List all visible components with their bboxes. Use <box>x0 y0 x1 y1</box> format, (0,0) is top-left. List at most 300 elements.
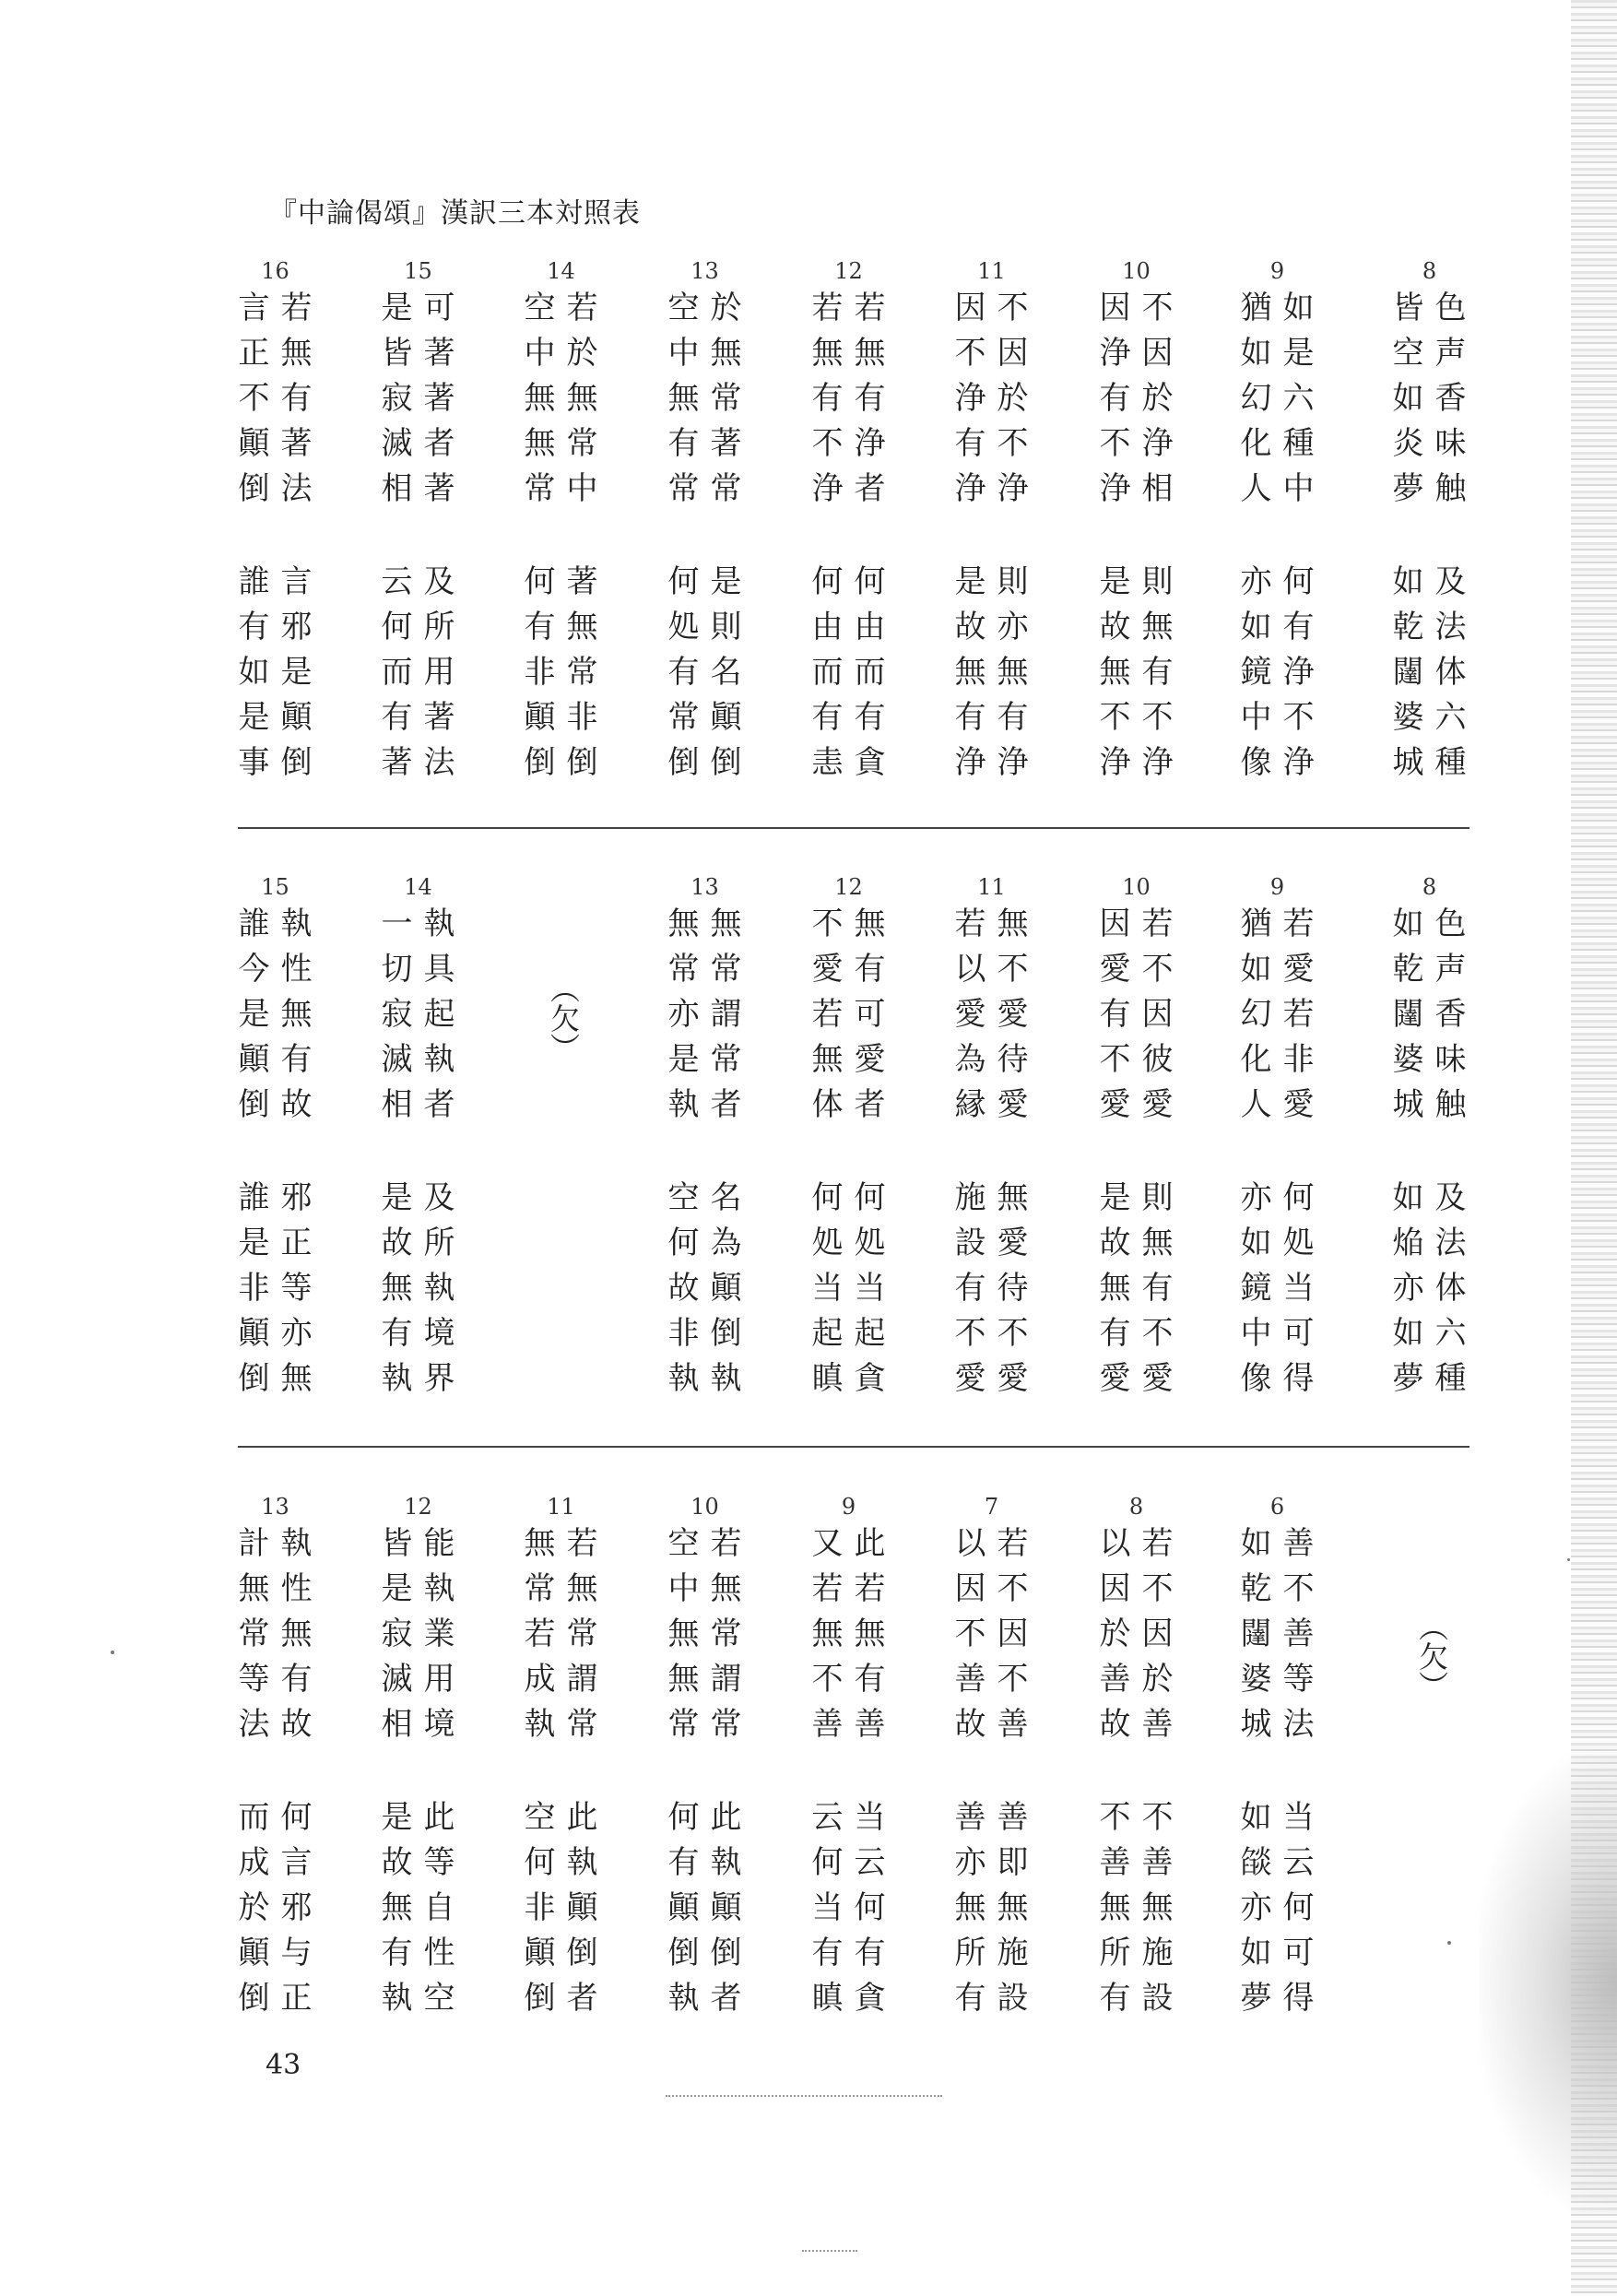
verse-line: 顚著 <box>238 425 324 462</box>
verse-line: 愛愛 <box>1099 1360 1185 1397</box>
verse-line: 常無 <box>524 1570 609 1607</box>
verse-column <box>796 1492 902 2021</box>
verse-line: 故等 <box>381 1844 466 1881</box>
verse-line: 執常 <box>524 1706 609 1743</box>
verse-line: 浄浄 <box>954 744 1040 781</box>
scan-speck <box>1567 1558 1570 1561</box>
verse-line: 無性 <box>238 1570 324 1607</box>
verse-line: 有無 <box>524 609 609 645</box>
verse-line: 処処 <box>811 1225 897 1261</box>
verse-line: 寂著 <box>381 380 466 417</box>
verse-line: 是正 <box>238 1225 324 1261</box>
verse-line: 今性 <box>238 951 324 988</box>
verse-line: 又此 <box>811 1525 897 1562</box>
section-divider <box>238 827 1469 829</box>
verse-line: 顚有 <box>238 1041 324 1078</box>
verse-line: 人愛 <box>1240 1086 1326 1123</box>
verse-line: 善於 <box>1099 1661 1185 1698</box>
verse-line: 云当 <box>811 1799 897 1836</box>
verse-line: 有境 <box>381 1315 466 1352</box>
verse-line: 常常 <box>667 470 753 507</box>
verse-line: 有不 <box>1099 1315 1185 1352</box>
verse-line: 正無 <box>238 335 324 372</box>
verse-line: 倒倒 <box>667 744 753 781</box>
verse-number: 14 <box>547 258 575 284</box>
verse-line: 倒正 <box>238 1980 324 2017</box>
verse-line: 如当 <box>1240 1799 1326 1836</box>
verse-line: 成言 <box>238 1844 324 1881</box>
verse-line: 像得 <box>1240 1360 1326 1397</box>
verse-number: 9 <box>1269 874 1285 900</box>
verse-line: 皆色 <box>1392 290 1478 326</box>
verse-line: 無愛 <box>811 1041 897 1078</box>
verse-line: 何為 <box>667 1225 753 1261</box>
verse-column <box>222 256 328 786</box>
verse-line: 無若 <box>524 1525 609 1562</box>
verse-line: 皆著 <box>381 335 466 372</box>
verse-line: 因不 <box>954 1570 1040 1607</box>
verse-line: 無無 <box>524 380 609 417</box>
verse-line: 以若 <box>1099 1525 1185 1562</box>
verse-line: 以若 <box>954 1525 1040 1562</box>
verse-number: 9 <box>841 1494 856 1520</box>
verse-line: 無無 <box>811 1615 897 1652</box>
verse-line: 倒無 <box>238 1360 324 1397</box>
verse-line: 不彼 <box>1099 1041 1185 1078</box>
verse-column <box>652 1492 758 2021</box>
verse-line: 故無 <box>1099 1225 1185 1261</box>
verse-line: 無無 <box>667 905 753 942</box>
verse-line: 為待 <box>954 1041 1040 1078</box>
verse-line: 中無 <box>667 335 753 372</box>
verse-line: 空若 <box>524 290 609 326</box>
verse-line: 善善 <box>954 1799 1040 1836</box>
verse-line: 有有 <box>954 699 1040 736</box>
verse-line: 善善 <box>1099 1844 1185 1881</box>
verse-column <box>365 872 471 1402</box>
verse-line: 瞋貪 <box>811 1980 897 2017</box>
verse-number: 11 <box>547 1494 575 1520</box>
verse-line: 何何 <box>811 1179 897 1216</box>
verse-line: 故所 <box>381 1225 466 1261</box>
verse-line: 中不 <box>1240 699 1326 736</box>
verse-line: 切具 <box>381 951 466 988</box>
verse-line: 乾法 <box>1392 609 1478 645</box>
verse-line: 恚貪 <box>811 744 897 781</box>
verse-line: 中可 <box>1240 1315 1326 1352</box>
verse-line: 故顚 <box>667 1270 753 1307</box>
verse-line: 於因 <box>1099 1615 1185 1652</box>
verse-line: 有名 <box>667 654 753 691</box>
verse-line: 体者 <box>811 1086 897 1123</box>
verse-line: 等有 <box>238 1661 324 1698</box>
verse-line: 是此 <box>381 1799 466 1836</box>
verse-line: 若可 <box>811 996 897 1033</box>
verse-line: 浄浄 <box>1099 744 1185 781</box>
verse-line: 計執 <box>238 1525 324 1562</box>
verse-line: 猶如 <box>1240 290 1326 326</box>
verse-line: 愛有 <box>811 951 897 988</box>
verse-line: 常顚 <box>667 699 753 736</box>
verse-line: 当当 <box>811 1270 897 1307</box>
verse-line: 有有 <box>811 380 897 417</box>
verse-line: 倒者 <box>524 1980 609 2017</box>
page-title: 『中論偈頌』漢訳三本対照表 <box>269 197 641 230</box>
verse-column <box>1083 872 1189 1402</box>
verse-number: 13 <box>261 1494 289 1520</box>
verse-column <box>508 256 614 786</box>
verse-column <box>222 872 328 1402</box>
verse-line: 誰言 <box>238 563 324 600</box>
verse-line: 如是 <box>238 654 324 691</box>
verse-line: 以不 <box>954 951 1040 988</box>
verse-line: 是則 <box>1099 563 1185 600</box>
verse-line: 有著 <box>667 425 753 462</box>
page-number: 43 <box>266 2049 301 2081</box>
verse-line: 亦謂 <box>667 996 753 1033</box>
verse-line: 婆味 <box>1392 1041 1478 1078</box>
verse-line: 而而 <box>811 654 897 691</box>
verse-line: 相境 <box>381 1706 466 1743</box>
verse-line: 常無 <box>238 1615 324 1652</box>
verse-line: 不因 <box>954 1615 1040 1652</box>
verse-line: 是執 <box>381 1570 466 1607</box>
verse-line: 無無 <box>954 1889 1040 1926</box>
verse-line: 成謂 <box>524 1661 609 1698</box>
verse-number: 11 <box>977 874 1006 900</box>
verse-number: 13 <box>690 258 719 284</box>
verse-column <box>222 1492 328 2021</box>
verse-line: 愛不 <box>1099 951 1185 988</box>
verse-line: 倒法 <box>238 470 324 507</box>
verse-number: 6 <box>1269 1494 1285 1520</box>
verse-line: 有邪 <box>238 609 324 645</box>
verse-line: 非常 <box>524 654 609 691</box>
verse-line: 空名 <box>667 1179 753 1216</box>
verse-number: 8 <box>1422 258 1437 284</box>
verse-line: 炎味 <box>1392 425 1478 462</box>
verse-line: 倒倒 <box>667 1935 753 1971</box>
verse-line: 闥体 <box>1392 654 1478 691</box>
scan-mark <box>666 2095 942 2097</box>
verse-line: 有待 <box>954 1270 1040 1307</box>
verse-line: 浄於 <box>954 380 1040 417</box>
verse-line: 無常 <box>667 380 753 417</box>
verse-line: 亦体 <box>1392 1270 1478 1307</box>
table-section <box>0 1492 1617 2064</box>
verse-column <box>1224 872 1330 1402</box>
verse-number: 15 <box>261 874 289 900</box>
verse-line: 何所 <box>381 609 466 645</box>
verse-line: 皆能 <box>381 1525 466 1562</box>
verse-line: 空若 <box>667 1525 753 1562</box>
verse-line: 無自 <box>381 1889 466 1926</box>
verse-line: 如愛 <box>1240 951 1326 988</box>
verse-number: 8 <box>1128 1494 1144 1520</box>
verse-column <box>796 256 902 786</box>
verse-line: 亦何 <box>1240 1889 1326 1926</box>
verse-line: 誰執 <box>238 905 324 942</box>
verse-line: 闥香 <box>1392 996 1478 1033</box>
verse-line: 空於 <box>667 290 753 326</box>
verse-line: 亦何 <box>1240 1179 1326 1216</box>
verse-line: 如是 <box>1240 335 1326 372</box>
verse-line: 縁愛 <box>954 1086 1040 1123</box>
verse-line: 浄因 <box>1099 335 1185 372</box>
verse-line: 是常 <box>667 1041 753 1078</box>
verse-line: 浄相 <box>1099 470 1185 507</box>
table-section <box>0 872 1617 1444</box>
verse-line: 顚亦 <box>238 1315 324 1352</box>
missing-verse-marker: （欠） <box>1414 1612 1449 1700</box>
verse-line: 執者 <box>667 1980 753 2017</box>
verse-line: 故善 <box>954 1706 1040 1743</box>
verse-number: 13 <box>690 874 719 900</box>
verse-line: 瞋貪 <box>811 1360 897 1397</box>
verse-column <box>1376 256 1482 786</box>
table-section <box>0 256 1617 828</box>
verse-line: 若無 <box>954 905 1040 942</box>
verse-column <box>1376 872 1482 1402</box>
verse-line: 一執 <box>381 905 466 942</box>
verse-line: 因不 <box>1099 290 1185 326</box>
verse-line: 常常 <box>667 1706 753 1743</box>
verse-line: 中無 <box>667 1570 753 1607</box>
verse-line: 如可 <box>1240 1935 1326 1971</box>
verse-line: 設愛 <box>954 1225 1040 1261</box>
verse-column <box>652 872 758 1402</box>
verse-line: 施無 <box>954 1179 1040 1216</box>
verse-line: 若常 <box>524 1615 609 1652</box>
verse-number: 12 <box>834 258 863 284</box>
verse-line: 有著 <box>381 699 466 736</box>
verse-line: 法故 <box>238 1706 324 1743</box>
verse-line: 如及 <box>1392 563 1478 600</box>
verse-line: 如及 <box>1392 1179 1478 1216</box>
verse-line: 像浄 <box>1240 744 1326 781</box>
verse-line: 不有 <box>238 380 324 417</box>
verse-line: 若若 <box>811 290 897 326</box>
verse-number: 11 <box>977 258 1006 284</box>
verse-line: 著法 <box>381 744 466 781</box>
verse-line: 有執 <box>667 1844 753 1881</box>
verse-number: 15 <box>404 258 432 284</box>
verse-line: 浄浄 <box>954 470 1040 507</box>
verse-line: 如善 <box>1240 1525 1326 1562</box>
verse-line: 如有 <box>1240 609 1326 645</box>
verse-line: 起起 <box>811 1315 897 1352</box>
section-divider <box>238 1446 1469 1448</box>
verse-line: 愛愛 <box>1099 1086 1185 1123</box>
verse-column <box>508 1492 614 2021</box>
verse-line: 執執 <box>667 1360 753 1397</box>
verse-line: 相著 <box>381 470 466 507</box>
verse-line: 是可 <box>381 290 466 326</box>
verse-line: 有有 <box>811 1935 897 1971</box>
verse-line: 是顚 <box>238 699 324 736</box>
verse-line: 当何 <box>811 1889 897 1926</box>
verse-line: 顚倒 <box>524 1935 609 1971</box>
verse-line: 不不 <box>954 1315 1040 1352</box>
verse-line: 何執 <box>524 1844 609 1881</box>
verse-line: 有有 <box>811 699 897 736</box>
verse-column <box>938 872 1045 1402</box>
verse-line: 有因 <box>1099 996 1185 1033</box>
verse-line: 云及 <box>381 563 466 600</box>
verse-column <box>938 1492 1045 2021</box>
verse-line: 無常 <box>524 425 609 462</box>
verse-line: 常中 <box>524 470 609 507</box>
verse-line: 若若 <box>811 1570 897 1607</box>
verse-line: 亦即 <box>954 1844 1040 1881</box>
verse-line: 闥善 <box>1240 1615 1326 1652</box>
verse-line: 夢触 <box>1392 470 1478 507</box>
verse-line: 如香 <box>1392 380 1478 417</box>
verse-line: 不浄 <box>811 425 897 462</box>
verse-line: 何云 <box>811 1844 897 1881</box>
verse-line: 故亦 <box>954 609 1040 645</box>
verse-line: 何何 <box>811 563 897 600</box>
verse-number: 16 <box>261 258 289 284</box>
verse-line: 無無 <box>954 654 1040 691</box>
verse-line: 是無 <box>238 996 324 1033</box>
verse-line: 亦何 <box>1240 563 1326 600</box>
verse-line: 如色 <box>1392 905 1478 942</box>
verse-line: 処則 <box>667 609 753 645</box>
verse-line: 夢種 <box>1392 1360 1478 1397</box>
verse-line: 不因 <box>954 335 1040 372</box>
verse-line: 是則 <box>1099 1179 1185 1216</box>
verse-line: 而用 <box>381 654 466 691</box>
verse-line: 鏡浄 <box>1240 654 1326 691</box>
verse-line: 不有 <box>811 1661 897 1698</box>
verse-column <box>1224 256 1330 786</box>
verse-line: 所施 <box>1099 1935 1185 1971</box>
verse-line: 無無 <box>1099 1889 1185 1926</box>
verse-line: 中於 <box>524 335 609 372</box>
verse-line: 故善 <box>1099 1706 1185 1743</box>
verse-line: 婆六 <box>1392 699 1478 736</box>
verse-line: 鏡当 <box>1240 1270 1326 1307</box>
verse-column <box>1083 1492 1189 2021</box>
verse-line: 不不 <box>1099 699 1185 736</box>
verse-number: 9 <box>1269 258 1285 284</box>
verse-line: 滅用 <box>381 1661 466 1698</box>
verse-line: 非等 <box>238 1270 324 1307</box>
verse-line: 倒倒 <box>524 744 609 781</box>
verse-line: 事倒 <box>238 744 324 781</box>
verse-line: 城法 <box>1240 1706 1326 1743</box>
verse-line: 何著 <box>524 563 609 600</box>
verse-line: 有設 <box>954 1980 1040 2017</box>
missing-verse-marker: （欠） <box>546 974 581 1062</box>
verse-line: 有於 <box>1099 380 1185 417</box>
verse-line: 因不 <box>1099 1570 1185 1607</box>
verse-line: 空声 <box>1392 335 1478 372</box>
verse-column <box>365 256 471 786</box>
verse-line: 是及 <box>381 1179 466 1216</box>
verse-line: 不不 <box>1099 1799 1185 1836</box>
verse-line: 無無 <box>811 335 897 372</box>
verse-line: 夢得 <box>1240 1980 1326 2017</box>
verse-line: 愛愛 <box>954 996 1040 1033</box>
verse-line: 空此 <box>524 1799 609 1836</box>
verse-line: 滅者 <box>381 425 466 462</box>
verse-number: 8 <box>1422 874 1437 900</box>
verse-line: 倒故 <box>238 1086 324 1123</box>
verse-line: 顚与 <box>238 1935 324 1971</box>
verse-line: 何是 <box>667 563 753 600</box>
scan-mark <box>802 2250 857 2252</box>
verse-line: 常常 <box>667 951 753 988</box>
verse-number: 7 <box>984 1494 999 1520</box>
verse-line: 是則 <box>954 563 1040 600</box>
verse-line: 人中 <box>1240 470 1326 507</box>
verse-line: 非顚 <box>524 1889 609 1926</box>
verse-line: 婆等 <box>1240 1661 1326 1698</box>
verse-number: 12 <box>834 874 863 900</box>
verse-line: 言若 <box>238 290 324 326</box>
verse-line: 何此 <box>667 1799 753 1836</box>
verse-line: 有設 <box>1099 1980 1185 2017</box>
verse-line: 城触 <box>1392 1086 1478 1123</box>
verse-line: 善善 <box>811 1706 897 1743</box>
verse-column <box>796 872 902 1402</box>
verse-line: 故無 <box>1099 609 1185 645</box>
verse-line: 愛愛 <box>954 1360 1040 1397</box>
verse-column <box>938 256 1045 786</box>
verse-line: 不浄 <box>1099 425 1185 462</box>
verse-line: 如処 <box>1240 1225 1326 1261</box>
verse-line: 所施 <box>954 1935 1040 1971</box>
verse-line: 於邪 <box>238 1889 324 1926</box>
verse-line: 滅執 <box>381 1041 466 1078</box>
verse-line: 由由 <box>811 609 897 645</box>
verse-line: 乾声 <box>1392 951 1478 988</box>
verse-line: 執界 <box>381 1360 466 1397</box>
verse-line: 幻若 <box>1240 996 1326 1033</box>
verse-line: 無有 <box>1099 654 1185 691</box>
verse-line: 化種 <box>1240 425 1326 462</box>
verse-line: 有不 <box>954 425 1040 462</box>
verse-column <box>652 256 758 786</box>
scan-speck <box>111 1651 114 1654</box>
verse-line: 無有 <box>1099 1270 1185 1307</box>
verse-number: 14 <box>404 874 432 900</box>
verse-line: 因若 <box>1099 905 1185 942</box>
verse-line: 如六 <box>1392 1315 1478 1352</box>
verse-line: 善不 <box>954 1661 1040 1698</box>
verse-line: 無謂 <box>667 1661 753 1698</box>
verse-line: 執者 <box>667 1086 753 1123</box>
verse-column <box>1083 256 1189 786</box>
verse-line: 因不 <box>954 290 1040 326</box>
verse-column <box>365 1492 471 2021</box>
verse-line: 不無 <box>811 905 897 942</box>
verse-column <box>1224 1492 1330 2021</box>
verse-line: 寂業 <box>381 1615 466 1652</box>
verse-line: 顚顚 <box>667 1889 753 1926</box>
verse-line: 非倒 <box>667 1315 753 1352</box>
verse-line: 乾不 <box>1240 1570 1326 1607</box>
verse-line: 化非 <box>1240 1041 1326 1078</box>
verse-line: 相者 <box>381 1086 466 1123</box>
verse-line: 燄云 <box>1240 1844 1326 1881</box>
verse-line: 而何 <box>238 1799 324 1836</box>
verse-line: 顚非 <box>524 699 609 736</box>
verse-line: 誰邪 <box>238 1179 324 1216</box>
verse-line: 無執 <box>381 1270 466 1307</box>
